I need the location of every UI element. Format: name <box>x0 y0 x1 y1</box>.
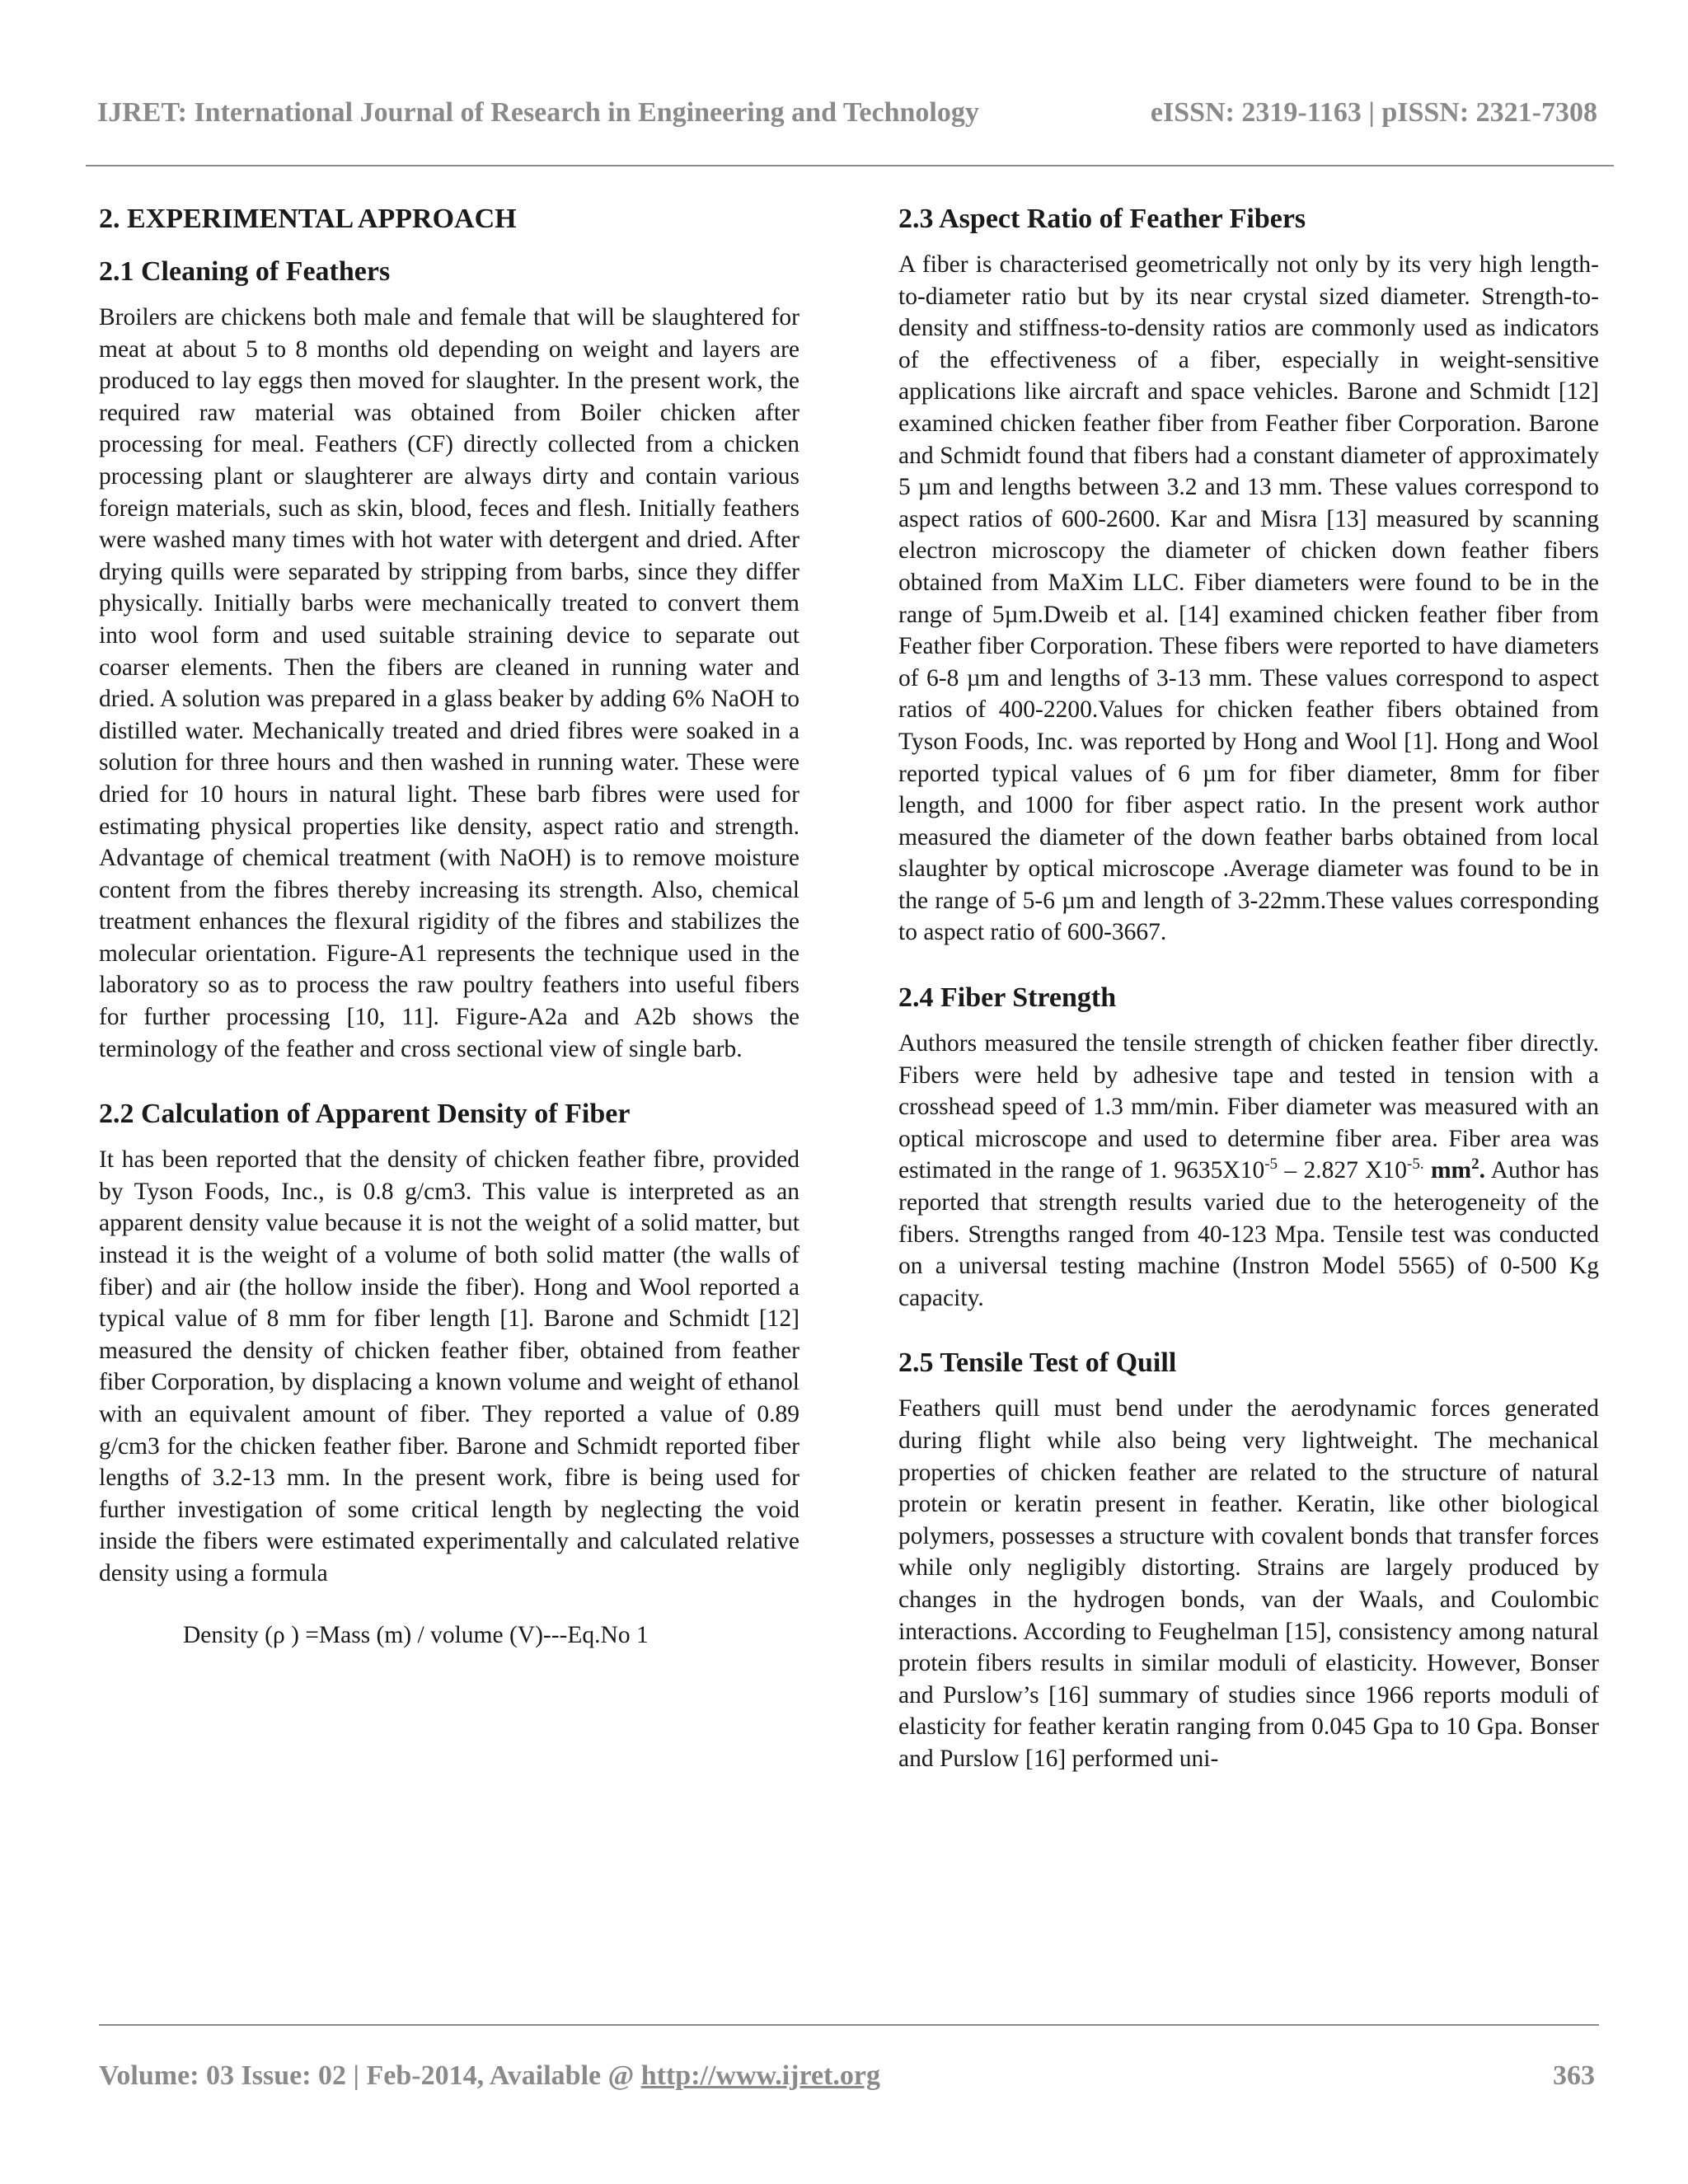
footer-rule <box>99 2024 1599 2026</box>
section-title: 2. EXPERIMENTAL APPROACH <box>99 204 517 234</box>
issn-info: eISSN: 2319-1163 | pISSN: 2321-7308 <box>1150 97 1597 128</box>
journal-link[interactable]: http://www.ijret.org <box>640 2060 880 2091</box>
volume-info: Volume: 03 Issue: 02 | Feb-2014, Available @ http://www.ijret.org <box>99 2060 880 2091</box>
density-equation: Density (ρ ) =Mass (m) / volume (V)---Eq.No 1 <box>183 1621 649 1648</box>
page-number: 363 <box>1553 2060 1595 2091</box>
heading-2-4: 2.4 Fiber Strength <box>898 982 1117 1014</box>
paragraph-2-5: Feathers quill must bend under the aerodynamic forces generated during flight while also being very lightweight. The mechanical properties of chicken feather are related to the structure of natural protein or keratin present in feather. Keratin, like other biological polymers, possesses a structure with covalent bonds that transfer forces while only negligibly distorting. Strains are largely produced by changes in the hydrogen bonds, van der Waals, and Coulombic interactions. According to Feughelman [15], consistency among natural protein fibers results in similar moduli of elasticity. However, Bonser and Purslow’s [16] summary of studies since 1966 reports moduli of elasticity for feather keratin ranging from 0.045 Gpa to 10 Gpa. Bonser and Purslow [16] performed uni- <box>898 1395 1599 1772</box>
paragraph-2-1: Broilers are chickens both male and female that will be slaughtered for meat at about 5 to 8 months old depending on weight and layers are produced to lay eggs then moved for slaughter. In the present work, the required raw material was obtained from Boiler chicken after processing for meal. Feathers (CF) directly collected from a chicken processing plant or slaughterer are always dirty and contain various foreign materials, such as skin, blood, feces and flesh. Initially feathers were washed many times with hot water with detergent and dried. After drying quills were separated by stripping from barbs, since they differ physically. Initially barbs were mechanically treated to convert them into wool form and used suitable straining device to separate out coarser elements. Then the fibers are cleaned in running water and dried. A solution was prepared in a glass beaker by adding 6% NaOH to distilled water. Mechanically treated and dried fibres were soaked in a solution for three hours and then washed in running water. These were dried for 10 hours in natural light. These barb fibres were used for estimating physical properties like density, aspect ratio and strength. Advantage of chemical treatment (with NaOH) is to remove moisture content from the fibres thereby increasing its strength. Also, chemical treatment enhances the flexural rigidity of the fibres and stabilizes the molecular orientation. Figure-A1 represents the technique used in the laboratory so as to process the raw poultry feathers into useful fibers for further processing [10, 11]. Figure-A2a and A2b shows the terminology of the feather and cross sectional view of single barb. <box>99 304 799 1062</box>
heading-2-5: 2.5 Tensile Test of Quill <box>898 1347 1177 1379</box>
heading-2-3: 2.3 Aspect Ratio of Feather Fibers <box>898 204 1306 234</box>
paragraph-2-3: A fiber is characterised geometrically not only by its very high length-to-diameter ratio but by its near crystal sized diameter. Strength-to-density and stiffness-to-density ratios are commonly used as indicators of the effectiveness of a fiber, especially in weight-sensitive applications like aircraft and space vehicles. Barone and Schmidt [12] examined chicken feather fiber from Feather fiber Corporation. Barone and Schmidt found that fibers had a constant diameter of approximately 5 µm and lengths between 3.2 and 13 mm. These values correspond to aspect ratios of 600-2600. Kar and Misra [13] measured by scanning electron microscopy the diameter of chicken down feather fibers obtained from MaXim LLC. Fiber diameters were found to be in the range of 5µm.Dweib et al. [14] examined chicken feather fiber from Feather fiber Corporation. These fibers were reported to have diameters of 6-8 µm and lengths of 3-13 mm. These values correspond to aspect ratios of 400-2200.Values for chicken feather fibers obtained from Tyson Foods, Inc. was reported by Hong and Wool [1]. Hong and Wool reported typical values of 6 µm for fiber diameter, 8mm for fiber length, and 1000 for fiber aspect ratio. In the present work author measured the diameter of the down feather barbs obtained from local slaughter by optical microscope .Average diameter was found to be in the range of 5-6 µm and length of 3-22mm.These values corresponding to aspect ratio of 600-3667. <box>898 251 1599 946</box>
paragraph-2-2: It has been reported that the density of chicken feather fibre, provided by Tyson Foods, Inc., is 0.8 g/cm3. This value is interpreted as an apparent density value because it is not the weight of a solid matter, but instead it is the weight of a volume of both solid matter (the walls of fiber) and air (the hollow inside the fiber). Hong and Wool reported a typical value of 8 mm for fiber length [1]. Barone and Schmidt [12] measured the density of chicken feather fiber, obtained from feather fiber Corporation, by displacing a known volume and weight of ethanol with an equivalent amount of fiber. They reported a value of 0.89 g/cm3 for the chicken feather fiber. Barone and Schmidt reported fiber lengths of 3.2-13 mm. In the present work, fibre is being used for further investigation of some critical length by neglecting the void inside the fibers were estimated experimentally and calculated relative density using a formula <box>99 1146 799 1586</box>
running-header <box>97 97 1597 129</box>
heading-2-2: 2.2 Calculation of Apparent Density of Fiber <box>99 1099 631 1130</box>
journal-title: IJRET: International Journal of Research in Engineering and Technology <box>97 97 979 128</box>
paragraph-2-4: Authors measured the tensile strength of chicken feather fiber directly. Fibers were held by adhesive tape and tested in tension with a crosshead speed of 1.3 mm/min. Fiber diameter was measured with an optical microscope and used to determine fiber area. Fiber area was estimated in the range of 1. $9635X10^{-5} - 2.827$ $X10^{-5.}$ $mm^2$. Author has reported that strength results varied due to the heterogeneity of the fibers. Strengths ranged from 40-123 Mpa. Tensile test was conducted on a universal testing machine (Instron Model 5565) of 0-500 Kg capacity. <box>898 1030 1600 1311</box>
header-rule <box>86 165 1614 166</box>
left-column <box>99 201 799 1651</box>
right-column <box>898 201 1599 1775</box>
running-footer <box>99 2060 1595 2092</box>
heading-2-1: 2.1 Cleaning of Feathers <box>99 256 391 287</box>
